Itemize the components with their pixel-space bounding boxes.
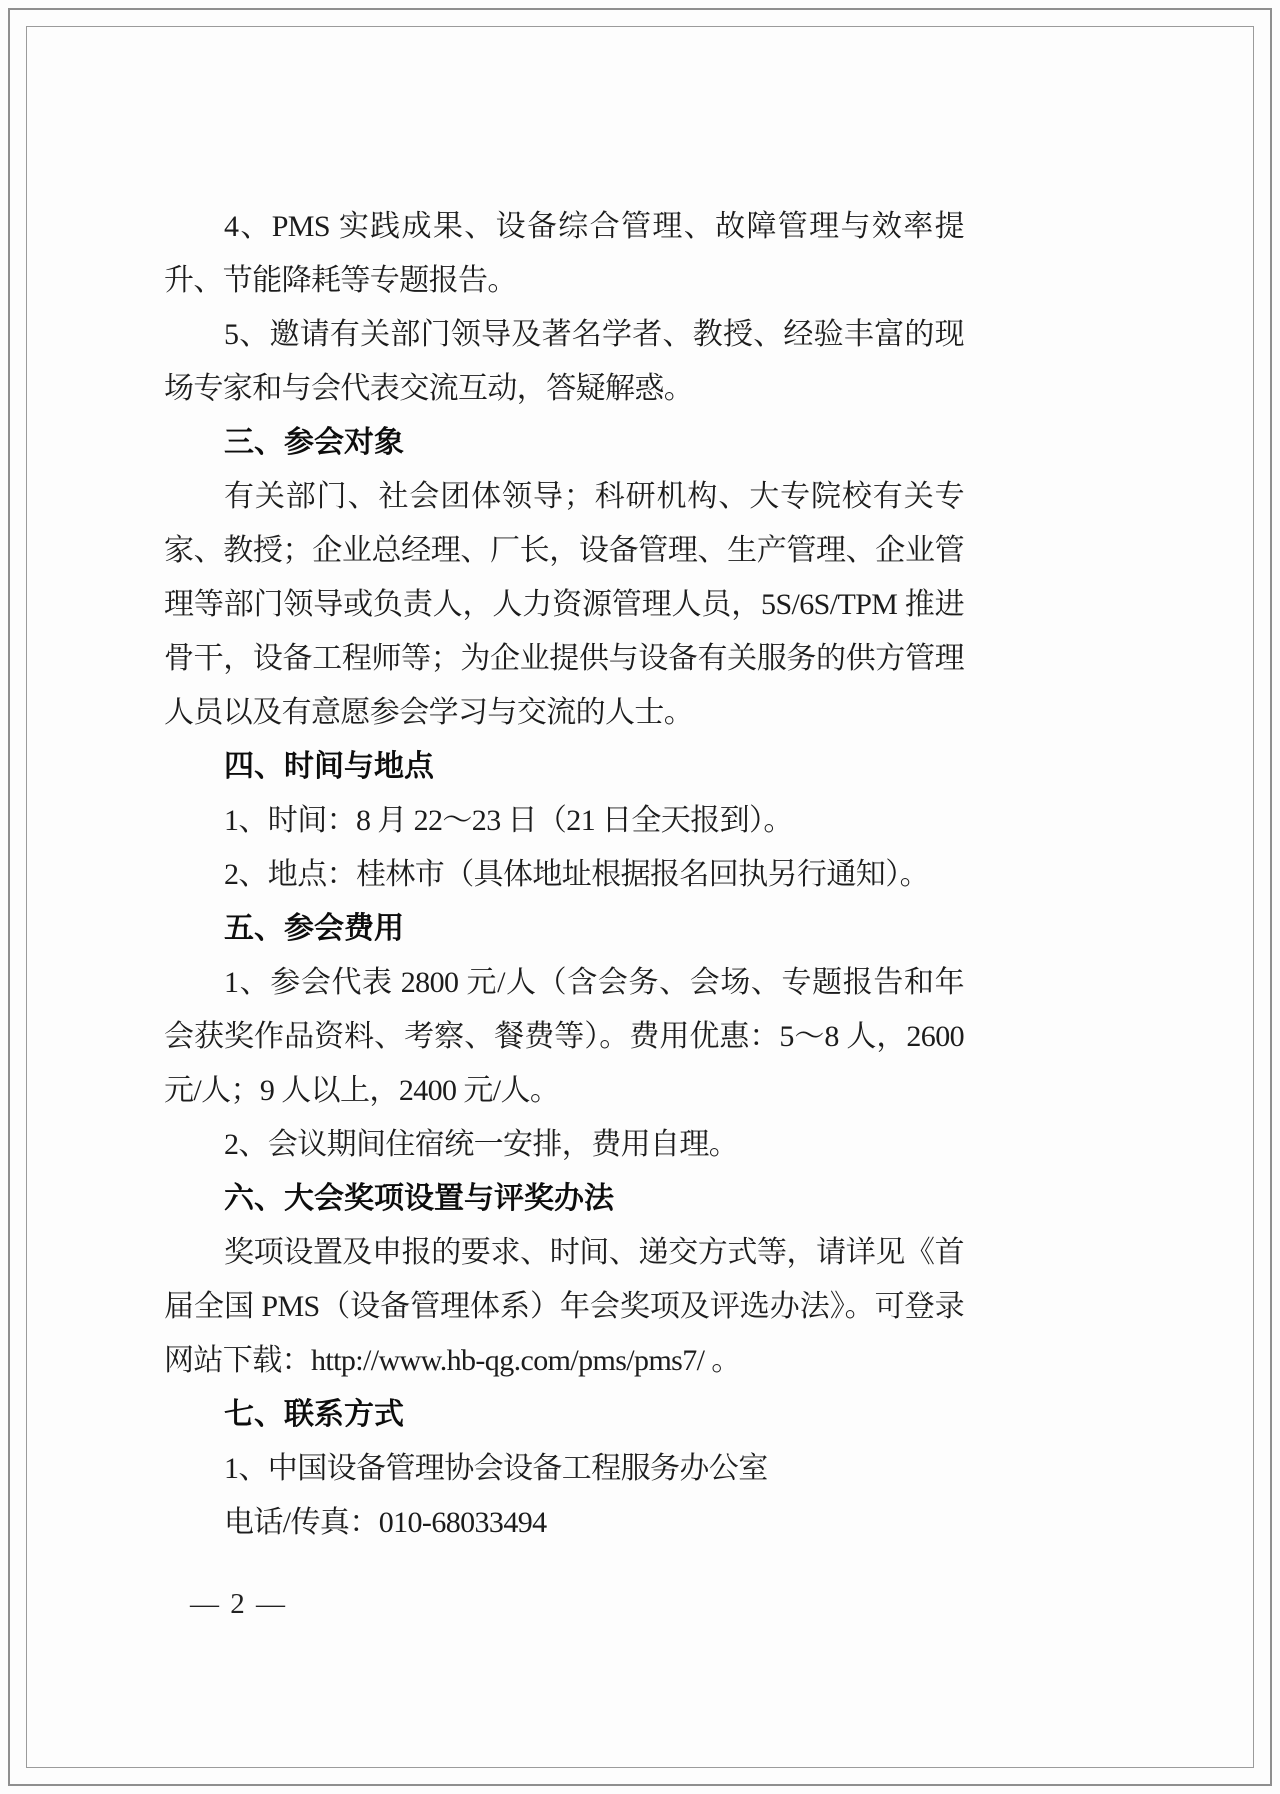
section-heading-fees: 五、参会费用 bbox=[224, 912, 404, 945]
page-number: — 2 — bbox=[190, 1588, 287, 1620]
contact-org-item: 1、中国设备管理协会设备工程服务办公室 bbox=[224, 1452, 768, 1485]
fee-item-1: 1、参会代表 2800 元/人（含会务、会场、专题报告和年会获奖作品资料、考察、餐费等）。费用优惠：5～8 人，2600 元/人；9 人以上，2400 元/人。 bbox=[164, 966, 964, 1107]
place-item: 2、地点：桂林市（具体地址根据报名回执另行通知）。 bbox=[224, 858, 929, 891]
time-item: 1、时间：8 月 22～23 日（21 日全天报到）。 bbox=[224, 804, 793, 837]
section-heading-contact: 七、联系方式 bbox=[224, 1398, 404, 1431]
section-heading-attendees: 三、参会对象 bbox=[224, 426, 404, 459]
fee-item-2: 2、会议期间住宿统一安排，费用自理。 bbox=[224, 1128, 739, 1161]
document-body bbox=[164, 200, 964, 1550]
contact-phone-item: 电话/传真：010-68033494 bbox=[224, 1506, 547, 1539]
agenda-item-4: 4、PMS 实践成果、设备综合管理、故障管理与效率提升、节能降耗等专题报告。 bbox=[164, 210, 964, 297]
section-heading-awards: 六、大会奖项设置与评奖办法 bbox=[224, 1182, 614, 1215]
section-heading-time-place: 四、时间与地点 bbox=[224, 750, 434, 783]
awards-paragraph: 奖项设置及申报的要求、时间、递交方式等，请详见《首届全国 PMS（设备管理体系）年会奖项及评选办法》。可登录网站下载：http://www.hb-qg.com/pms/pms7/ 。 bbox=[164, 1236, 964, 1377]
attendees-paragraph: 有关部门、社会团体领导；科研机构、大专院校有关专家、教授；企业总经理、厂长，设备管理、生产管理、企业管理等部门领导或负责人，人力资源管理人员，5S/6S/TPM 推进骨干，设备工程师等；为企业提供与设备有关服务的供方管理人员以及有意愿参会学习与交流的人士。 bbox=[164, 480, 964, 729]
agenda-item-5: 5、邀请有关部门领导及著名学者、教授、经验丰富的现场专家和与会代表交流互动，答疑解惑。 bbox=[164, 318, 964, 405]
